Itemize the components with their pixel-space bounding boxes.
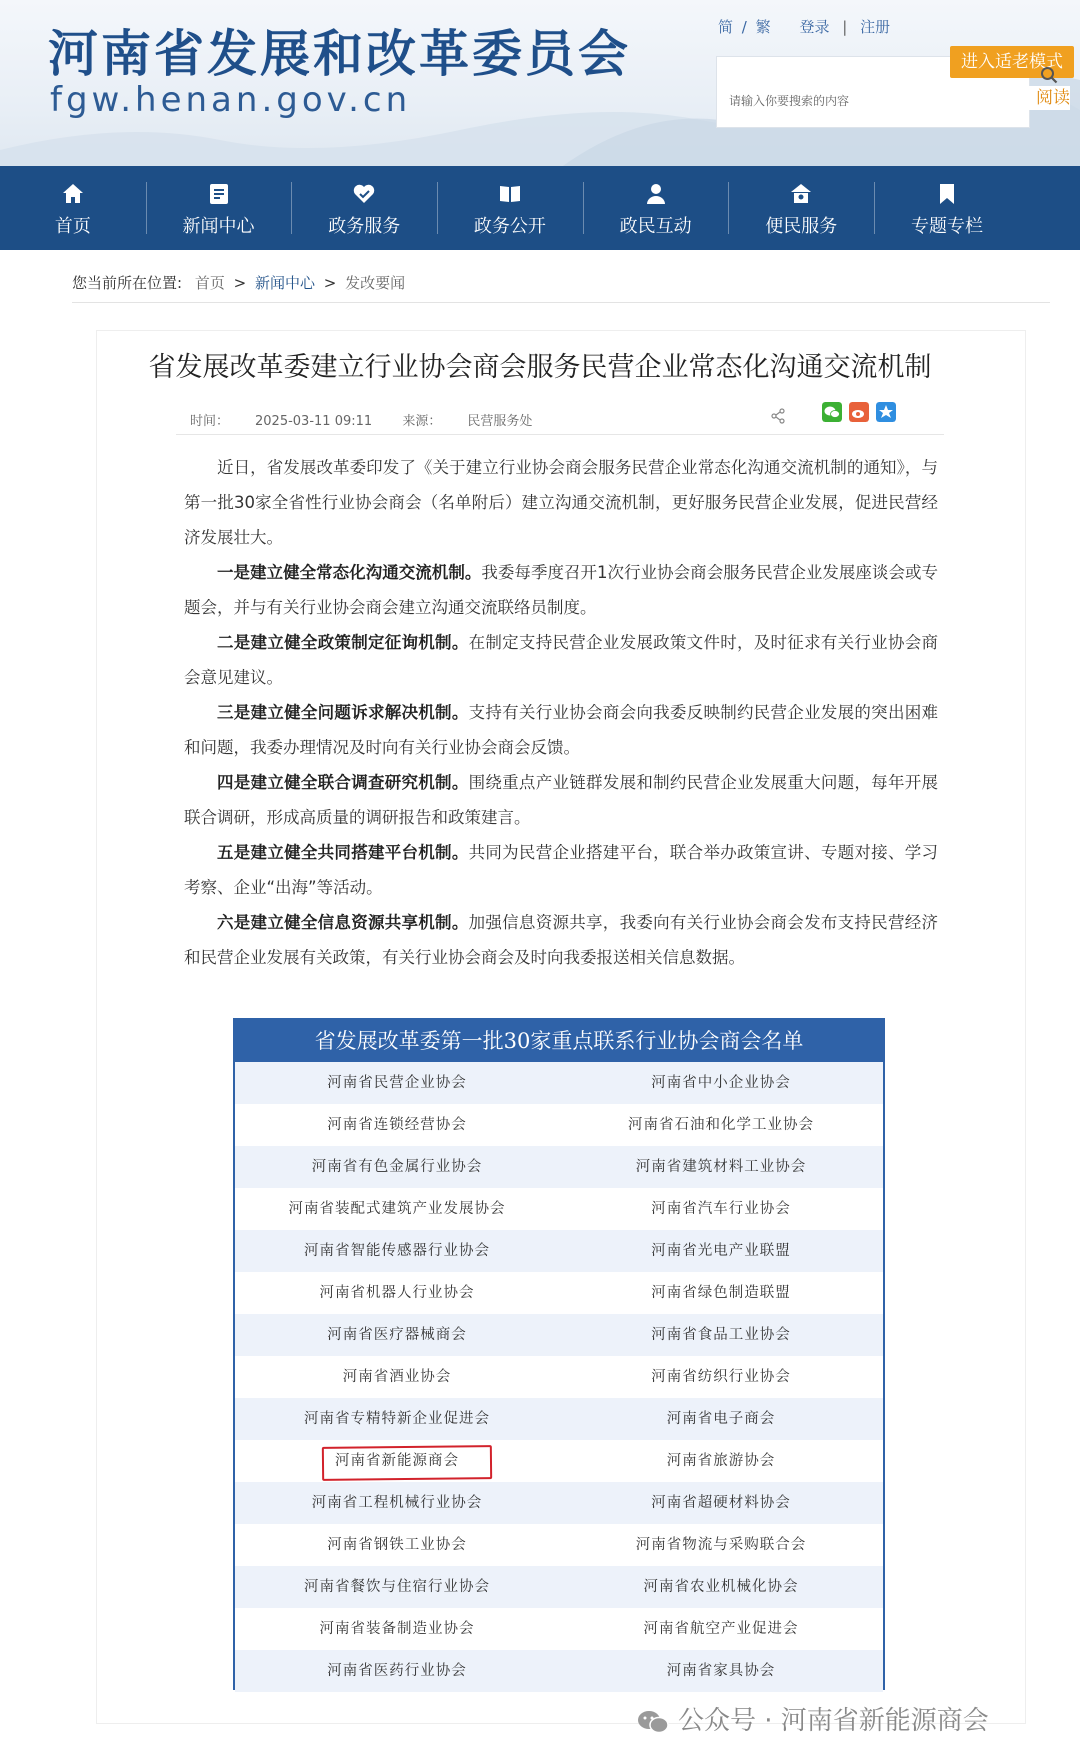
book-icon [498, 182, 522, 206]
table-row [235, 1104, 883, 1146]
table-cell: 河南省建筑材料工业协会 [635, 1159, 807, 1175]
table-row [235, 1566, 883, 1608]
point-paragraph [184, 835, 938, 905]
site-header [0, 0, 1080, 168]
wechat-share-icon[interactable] [822, 402, 842, 422]
nav-item-services[interactable] [291, 166, 437, 250]
table-cell: 河南省旅游协会 [666, 1453, 776, 1469]
nav-item-convenience[interactable] [728, 166, 874, 250]
table-cell: 河南省智能传感器行业协会 [304, 1243, 490, 1259]
article-source: 民营服务处 [467, 414, 533, 429]
table-cell: 河南省电子商会 [666, 1411, 776, 1427]
table-cell: 河南省绿色制造联盟 [651, 1285, 791, 1301]
breadcrumb-home[interactable]: 首页 [194, 274, 225, 292]
nav-label: 政务公开 [473, 216, 546, 237]
point-text: 在制定支持民营企业发展政策文件时，及时征求有关行业协会商会意见建议。 [184, 633, 939, 687]
table-row [235, 1398, 883, 1440]
main-nav [0, 166, 1080, 250]
table-row [235, 1608, 883, 1650]
wechat-watermark [636, 1700, 989, 1737]
table-cell: 河南省医疗器械商会 [327, 1327, 467, 1343]
article-meta [190, 410, 558, 429]
point-paragraph [184, 695, 938, 765]
share-icon[interactable] [770, 408, 786, 424]
table-cell: 河南省有色金属行业协会 [311, 1159, 483, 1175]
association-list-table [233, 1018, 885, 1690]
qzone-share-icon[interactable] [876, 402, 896, 422]
point-paragraph [184, 905, 938, 975]
nav-item-news[interactable] [146, 166, 292, 250]
login-link[interactable]: 登录 [799, 18, 830, 36]
table-cell: 河南省农业机械化协会 [643, 1579, 799, 1595]
news-icon [207, 182, 231, 206]
point-text: 我委每季度召开1次行业协会商会服务民营企业发展座谈会或专题会，并与有关行业协会商会建立沟通交流联络员制度。 [184, 563, 939, 617]
point-heading: 三是建立健全问题诉求解决机制。 [217, 703, 469, 722]
point-heading: 一是建立健全常态化沟通交流机制。 [217, 563, 482, 582]
red-highlight-annotation [322, 1445, 492, 1481]
point-text: 支持有关行业协会商会向我委反映制约民营企业发展的突出困难和问题，我委办理情况及时向有关行业协会商会反馈。 [184, 703, 939, 757]
article-body [184, 450, 938, 975]
table-cell: 河南省物流与采购联合会 [635, 1537, 807, 1553]
nav-item-home[interactable] [0, 166, 146, 250]
article-time: 2025-03-11 09:11 [255, 414, 373, 429]
breadcrumb-current[interactable]: 发改要闻 [345, 274, 406, 292]
site-domain: fgw.henan.gov.cn [50, 80, 412, 120]
house-service-icon [789, 182, 813, 206]
bookmark-icon [935, 182, 959, 206]
search-input[interactable] [727, 89, 991, 113]
nav-item-topics[interactable] [874, 166, 1020, 250]
heart-hand-icon [352, 182, 376, 206]
intro-paragraph: 近日，省发展改革委印发了《关于建立行业协会商会服务民营企业常态化沟通交流机制的通知》，与第一批30家全省性行业协会商会（名单附后）建立沟通交流机制，更好服务民营企业发展，促进民营经济发展壮大。 [184, 458, 938, 547]
table-cell: 河南省连锁经营协会 [327, 1117, 467, 1133]
table-title: 省发展改革委第一批30家重点联系行业协会商会名单 [235, 1020, 883, 1062]
nav-item-open-affairs[interactable] [437, 166, 583, 250]
point-heading: 六是建立健全信息资源共享机制。 [217, 913, 469, 932]
table-cell: 河南省光电产业联盟 [651, 1243, 791, 1259]
weibo-share-icon[interactable] [849, 402, 869, 422]
traditional-link[interactable]: 繁 [755, 18, 771, 36]
table-cell: 河南省医药行业协会 [327, 1663, 467, 1679]
elder-mode-button[interactable]: 进入适老模式 [950, 46, 1074, 78]
nav-label: 政民互动 [619, 216, 692, 237]
table-cell-highlighted: 河南省新能源商会 [335, 1453, 459, 1469]
nav-label: 新闻中心 [182, 216, 255, 237]
table-row [235, 1314, 883, 1356]
point-paragraph [184, 625, 938, 695]
table-cell: 河南省机器人行业协会 [319, 1285, 475, 1301]
breadcrumb-news[interactable]: 新闻中心 [255, 274, 316, 292]
point-text: 围绕重点产业链群发展和制约民营企业发展重大问题，每年开展联合调研，形成高质量的调研报告和政策建言。 [184, 773, 939, 827]
source-label: 来源： [402, 414, 442, 429]
point-text: 共同为民营企业搭建平台，联合举办政策宣讲、专题对接、学习考察、企业“出海”等活动。 [184, 843, 939, 897]
search-icon[interactable] [1040, 66, 1058, 84]
table-body [235, 1062, 883, 1692]
table-row [235, 1146, 883, 1188]
simplified-link[interactable]: 简 [718, 18, 734, 36]
wechat-icon [636, 1709, 670, 1735]
table-cell: 河南省装备制造业协会 [319, 1621, 475, 1637]
time-label: 时间： [190, 414, 230, 429]
table-cell: 河南省餐饮与住宿行业协会 [304, 1579, 490, 1595]
point-paragraph [184, 765, 938, 835]
table-cell: 河南省汽车行业协会 [651, 1201, 791, 1217]
table-cell: 河南省超硬材料协会 [651, 1495, 791, 1511]
point-heading: 二是建立健全政策制定征询机制。 [217, 633, 469, 652]
register-link[interactable]: 注册 [860, 18, 891, 36]
article-title: 省发展改革委建立行业协会商会服务民营企业常态化沟通交流机制 [148, 352, 932, 383]
point-text: 加强信息资源共享，我委向有关行业协会商会发布支持民营经济和民营企业发展有关政策，有关行业协会商会及时向我委报送相关信息数据。 [184, 913, 939, 967]
table-row [235, 1230, 883, 1272]
point-paragraph [184, 555, 938, 625]
table-cell: 河南省石油和化学工业协会 [628, 1117, 814, 1133]
watermark-text: 公众号 · 河南省新能源商会 [678, 1706, 989, 1736]
table-row [235, 1482, 883, 1524]
nav-label: 政务服务 [328, 216, 401, 237]
nav-label: 首页 [54, 216, 91, 237]
table-row [235, 1062, 883, 1104]
breadcrumb-arrow: > [233, 274, 247, 292]
nav-label: 便民服务 [765, 216, 838, 237]
point-heading: 五是建立健全共同搭建平台机制。 [217, 843, 469, 862]
breadcrumb-prefix: 您当前所在位置: [72, 274, 183, 292]
table-cell: 河南省家具协会 [666, 1663, 776, 1679]
table-row [235, 1272, 883, 1314]
slash-divider: / [741, 18, 747, 36]
table-row [235, 1524, 883, 1566]
point-heading: 四是建立健全联合调查研究机制。 [217, 773, 469, 792]
read-aloud-button[interactable]: 阅读 [1020, 86, 1070, 110]
table-cell: 河南省纺织行业协会 [651, 1369, 791, 1385]
table-cell: 河南省民营企业协会 [327, 1075, 467, 1091]
table-cell: 河南省装配式建筑产业发展协会 [288, 1201, 506, 1217]
nav-label: 专题专栏 [910, 216, 983, 237]
breadcrumb-divider [72, 302, 1050, 303]
table-cell: 河南省酒业协会 [342, 1369, 452, 1385]
top-links [716, 16, 892, 37]
link-divider: | [842, 18, 848, 36]
meta-divider [176, 434, 944, 435]
table-cell: 河南省专精特新企业促进会 [304, 1411, 490, 1427]
breadcrumb-arrow: > [323, 274, 337, 292]
site-title[interactable]: 河南省发展和改革委员会 [48, 25, 631, 83]
user-icon [644, 182, 668, 206]
table-cell: 河南省食品工业协会 [651, 1327, 791, 1343]
nav-item-interaction[interactable] [583, 166, 729, 250]
table-cell: 河南省工程机械行业协会 [311, 1495, 483, 1511]
table-cell: 河南省钢铁工业协会 [327, 1537, 467, 1553]
table-row [235, 1188, 883, 1230]
breadcrumb [72, 272, 405, 293]
table-cell: 河南省中小企业协会 [651, 1075, 791, 1091]
home-icon [61, 182, 85, 206]
table-cell: 河南省航空产业促进会 [643, 1621, 799, 1637]
table-row [235, 1356, 883, 1398]
table-row [235, 1650, 883, 1692]
